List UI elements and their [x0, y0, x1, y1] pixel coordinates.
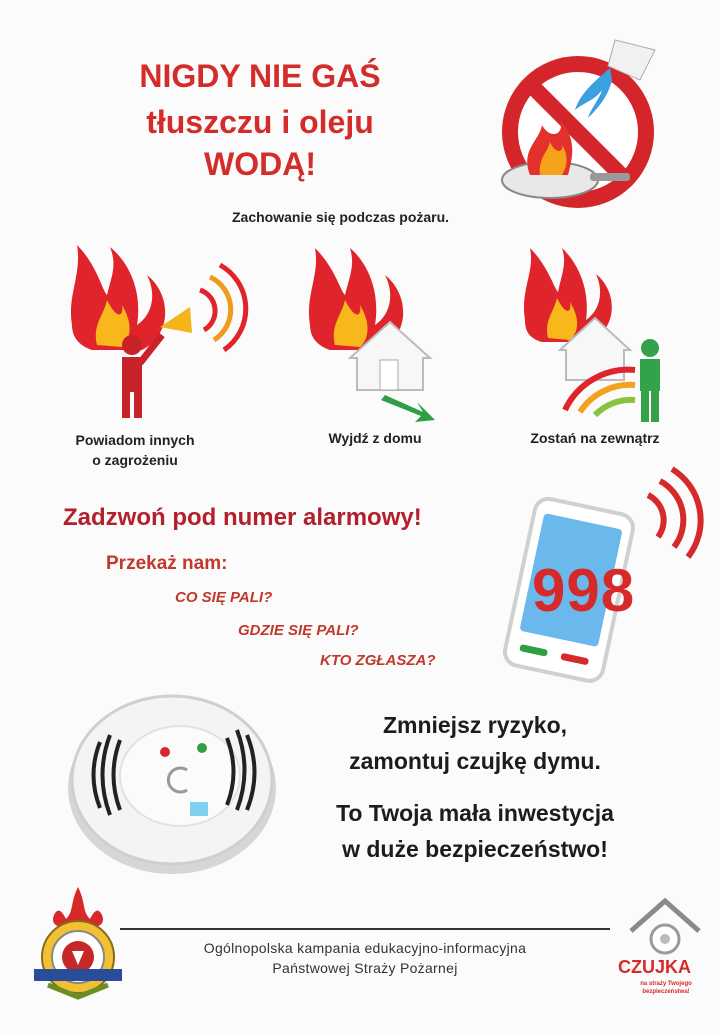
emergency-number: 998: [532, 557, 636, 624]
detector-line-2: zamontuj czujkę dymu.: [349, 748, 601, 774]
fire-behavior-subtitle: Zachowanie się podczas pożaru.: [232, 209, 450, 225]
tell-us-label: Przekaż nam:: [106, 553, 228, 574]
step-notify-line-2: o zagrożeniu: [92, 452, 178, 468]
question-where: GDZIE SIĘ PALI?: [238, 622, 359, 639]
house-exit-icon: [305, 240, 455, 425]
alarm-fire-person-icon: [62, 235, 232, 420]
stay-outside-icon: [520, 240, 680, 425]
campaign-line-1: Ogólnopolska kampania edukacyjno-informacyjna: [203, 940, 527, 956]
czujka-tagline-2: bezpieczeństwa!: [642, 989, 690, 995]
no-water-on-oil-icon: [490, 40, 670, 210]
step-notify-caption: [55, 430, 215, 470]
headline-line-1: NIGDY NIE GAŚ: [139, 58, 381, 94]
call-emergency-heading: Zadzwoń pod numer alarmowy!: [63, 504, 422, 531]
headline-line-2: tłuszczu i oleju: [146, 104, 374, 140]
question-what: CO SIĘ PALI?: [175, 589, 273, 606]
fire-service-emblem-icon: [28, 885, 128, 1003]
detector-line-3: To Twoja mała inwestycja: [336, 800, 614, 826]
question-who: KTO ZGŁASZA?: [320, 652, 436, 669]
step-exit-caption: Wyjdź z domu: [328, 430, 422, 446]
czujka-logo-text: CZUJKA: [618, 957, 692, 977]
detector-line-4: w duże bezpieczeństwo!: [342, 836, 608, 862]
step-stay-caption: Zostań na zewnątrz: [530, 430, 660, 446]
campaign-line-2: Państwowej Straży Pożarnej: [272, 960, 458, 976]
headline-line-3: WODĄ!: [204, 146, 316, 182]
smoke-detector-icon: [62, 680, 282, 880]
czujka-tagline-1: na straży Twojego: [640, 981, 692, 987]
step-notify-line-1: Powiadom innych: [75, 432, 195, 448]
footer-divider: [120, 928, 610, 930]
detector-line-1: Zmniejsz ryzyko,: [382, 712, 568, 738]
czujka-house-icon: [625, 895, 705, 957]
